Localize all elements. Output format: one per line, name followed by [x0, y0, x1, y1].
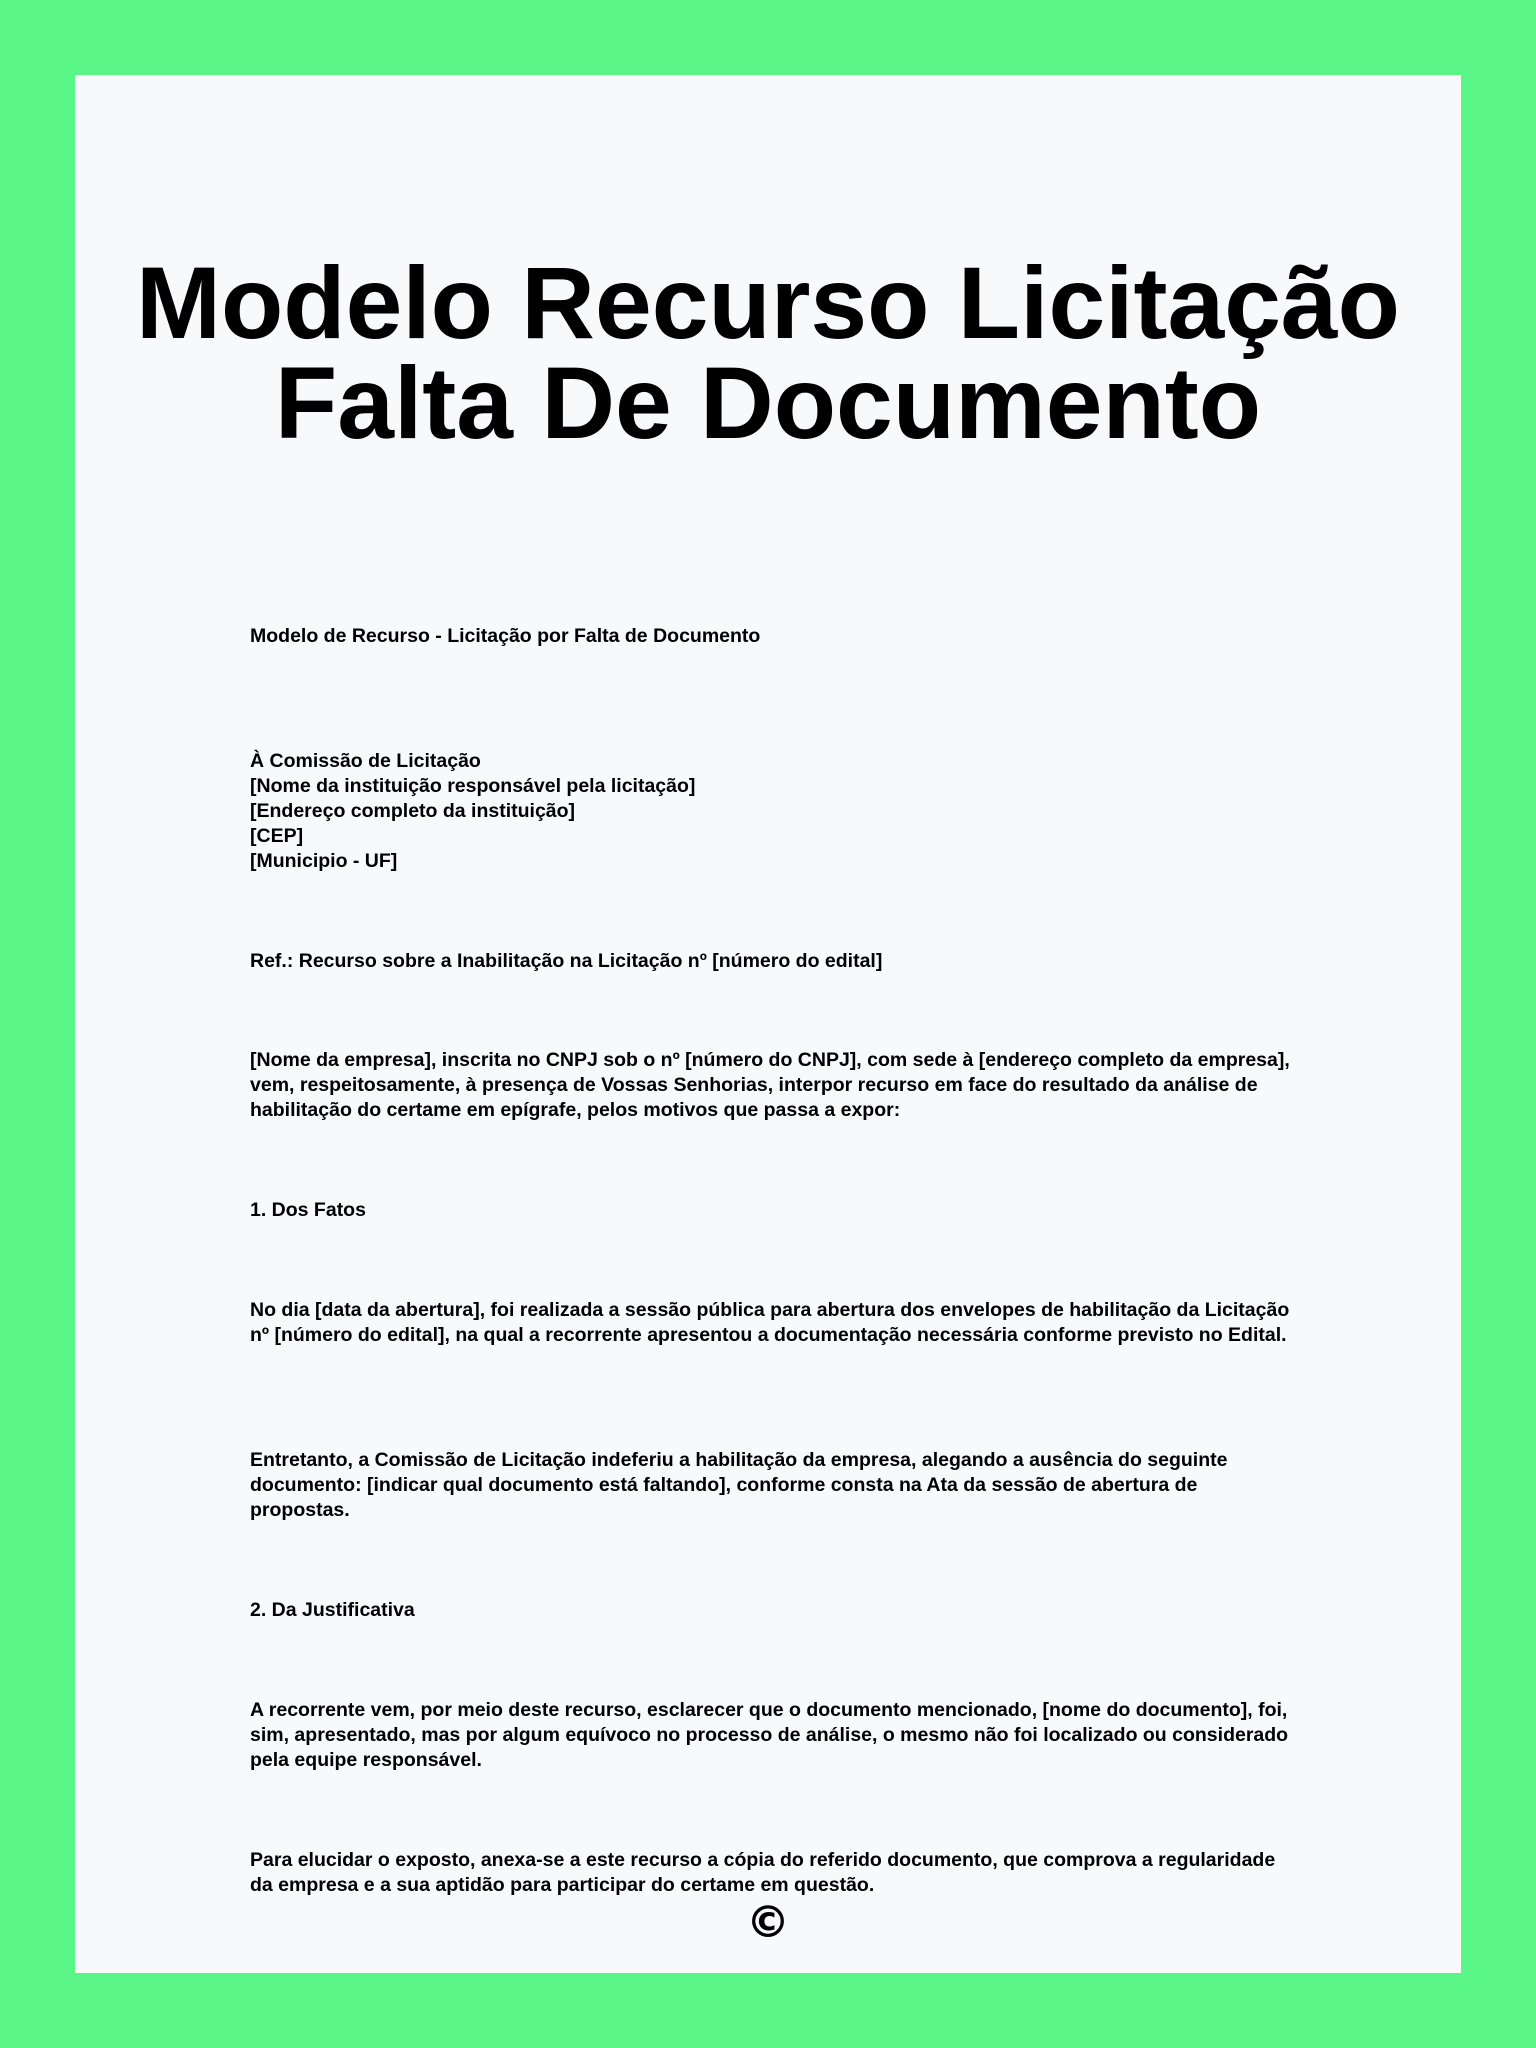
title-line-2: Falta De Documento — [274, 346, 1262, 460]
document-page — [75, 75, 1461, 1973]
section-2-paragraph-1: A recorrente vem, por meio deste recurso, esclarecer que o documento mencionado, [nome do documento], foi, sim, apresentado, mas por algum equívoco no processo de análise, o mesmo não foi localizado ou considerado pela equipe responsável. — [250, 1699, 1289, 1771]
document-title — [75, 246, 1461, 460]
address-line: [Municipio - UF] — [250, 850, 398, 872]
document-heading: Modelo de Recurso - Licitação por Falta de Documento — [250, 625, 761, 647]
address-line: [Nome da instituição responsável pela licitação] — [250, 775, 696, 797]
address-line: À Comissão de Licitação — [250, 750, 481, 772]
address-line: [Endereço completo da instituição] — [250, 800, 576, 822]
section-2-title: 2. Da Justificativa — [250, 1599, 415, 1621]
address-line: [CEP] — [250, 825, 304, 847]
intro-paragraph: [Nome da empresa], inscrita no CNPJ sob o nº [número do CNPJ], com sede à [endereço completo da empresa], vem, respeitosamente, à presença de Vossas Senhorias, interpor recurso em face do resultado da análise de habilitação do certame em epígrafe, pelos motivos que passa a expor: — [250, 1049, 1290, 1121]
section-1-paragraph-1: No dia [data da abertura], foi realizada a sessão pública para abertura dos envelopes de habilitação da Licitação nº [número do edital], na qual a recorrente apresentou a documentação necessária conforme previsto no Edital. — [250, 1299, 1290, 1346]
section-2-paragraph-2: Para elucidar o exposto, anexa-se a este recurso a cópia do referido documento, que comprova a regularidade da empresa e a sua aptidão para participar do certame em questão. — [250, 1849, 1276, 1896]
reference-line: Ref.: Recurso sobre a Inabilitação na Licitação nº [número do edital] — [250, 950, 883, 972]
section-1-paragraph-2: Entretanto, a Comissão de Licitação indeferiu a habilitação da empresa, alegando a ausência do seguinte documento: [indicar qual documento está faltando], conforme consta na Ata da sessão de abertura de propostas. — [250, 1449, 1228, 1521]
copyright-icon: © — [746, 1897, 790, 1948]
section-1-title: 1. Dos Fatos — [250, 1199, 366, 1221]
title-line-1: Modelo Recurso Licitação — [136, 246, 1400, 360]
